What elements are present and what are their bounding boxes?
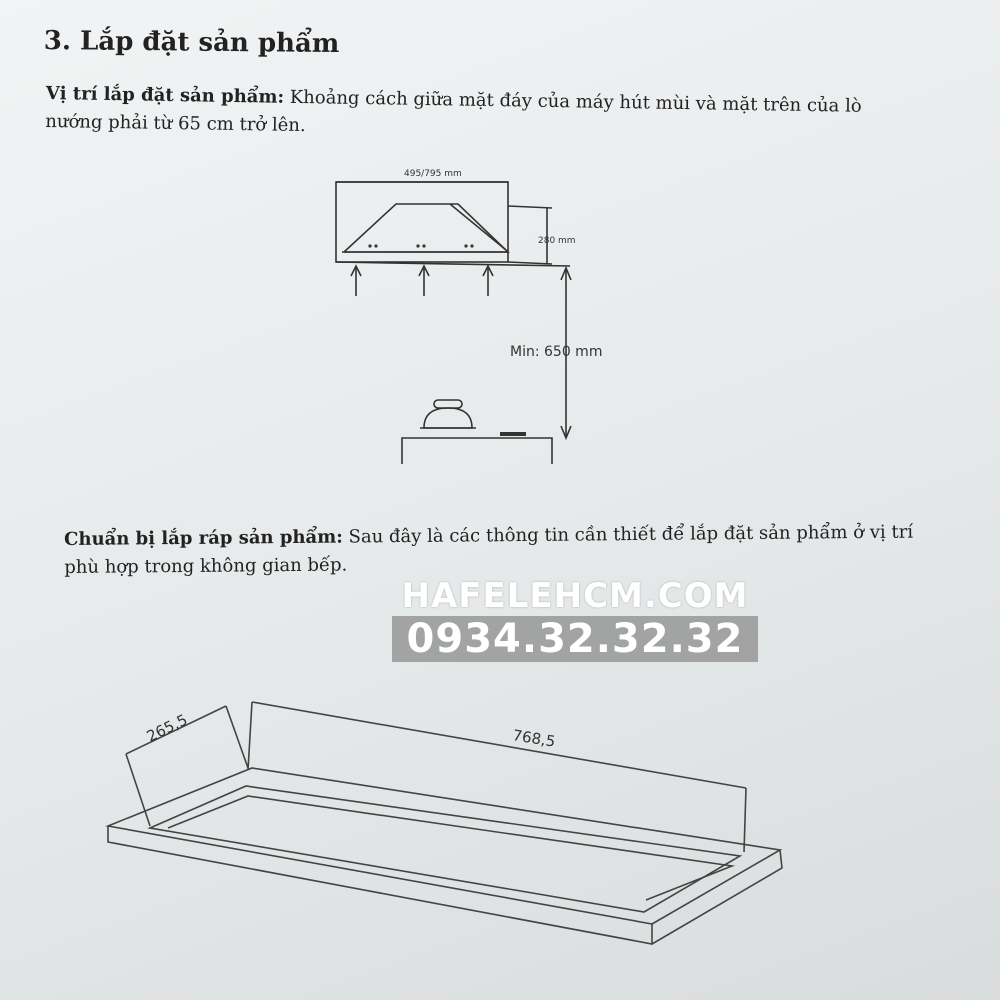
position-label: Vị trí lắp đặt sản phẩm: bbox=[45, 82, 285, 108]
height-dimension-label: 280 mm bbox=[538, 236, 576, 246]
position-text: Khoảng cách giữa mặt đáy của máy hút mùi và mặt trên của lò nướng phải từ 65 cm trở lên. bbox=[45, 86, 862, 137]
prepare-label: Chuẩn bị lắp ráp sản phẩm: bbox=[64, 526, 343, 550]
watermark-phone: 0934.32.32.32 bbox=[392, 616, 758, 662]
section-title: 3. Lắp đặt sản phẩm bbox=[43, 26, 340, 60]
watermark bbox=[392, 576, 758, 662]
length-dimension-label: 768,5 bbox=[511, 726, 557, 751]
frame-outer-edge bbox=[108, 768, 780, 924]
length-dimension-line bbox=[252, 702, 746, 788]
width-dimension-label: 495/795 mm bbox=[404, 169, 462, 179]
min-clearance-label: Min: 650 mm bbox=[510, 344, 603, 360]
depth-dimension-label: 265,5 bbox=[143, 710, 191, 746]
prepare-text: Sau đây là các thông tin cần thiết để lắp đặt sản phẩm ở vị trí phù hợp trong không gian bếp. bbox=[64, 521, 914, 578]
watermark-site: HAFELEHCM.COM bbox=[401, 576, 749, 616]
